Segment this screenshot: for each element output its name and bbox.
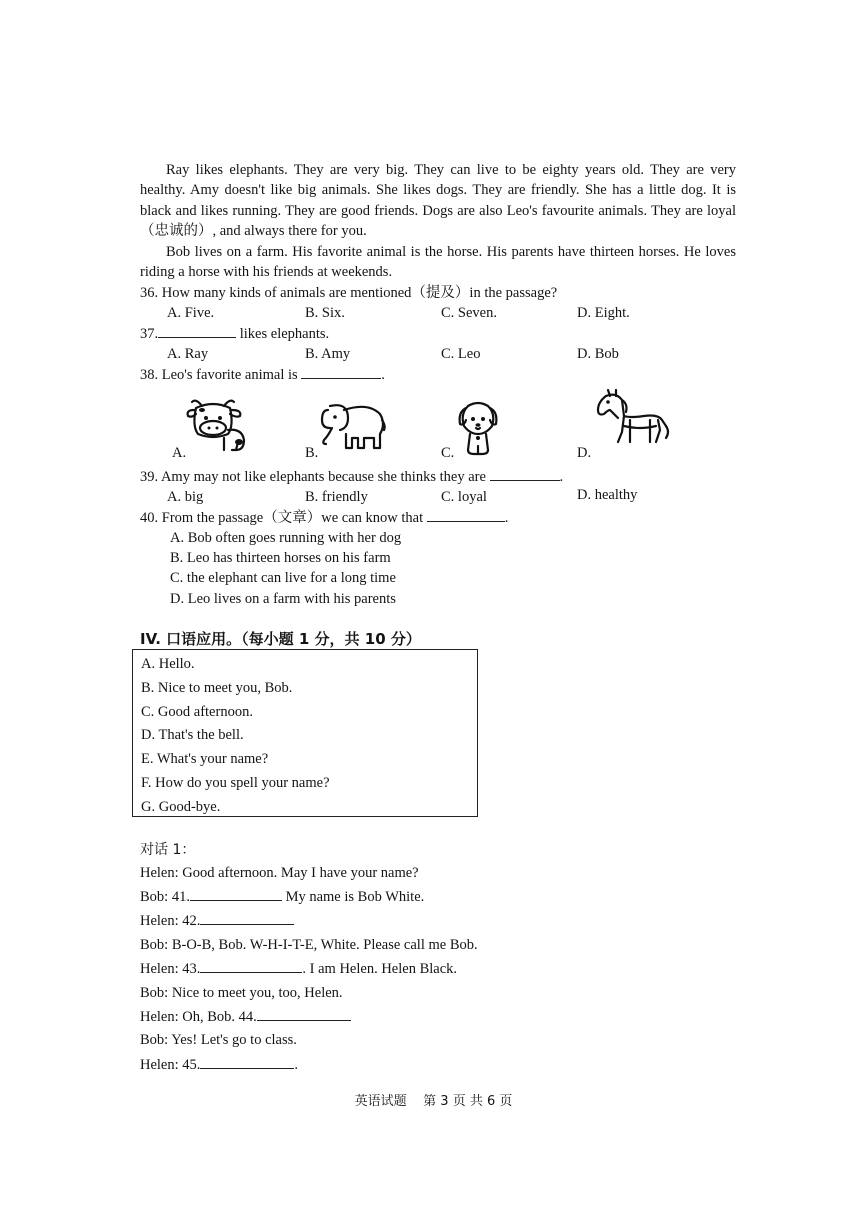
dialogue-line: Bob: B-O-B, Bob. W-H-I-T-E, White. Please call me Bob. — [140, 937, 478, 953]
dialogue-option: G. Good-bye. — [141, 798, 221, 815]
question-40 — [140, 508, 508, 528]
q40-option-d: D. Leo lives on a farm with his parents — [170, 591, 396, 607]
q38-option-b: B. — [305, 445, 319, 461]
dialogue-option: E. What's your name? — [141, 751, 269, 768]
q38-option-d: D. — [577, 445, 592, 461]
reading-passage — [140, 160, 736, 282]
q39-option-c: C. loyal — [441, 489, 487, 505]
passage-paragraph-1: Ray likes elephants. They are very big. They can live to be eighty years old. They are very healthy. Amy doesn't like big animals. She likes dogs. They are friendly. She has a little dog. It is black and likes running. They are good friends. Dogs are also Leo's favourite animals. They are loyal（忠诚的）, and always there for you. — [140, 162, 736, 240]
q40-option-c: C. the elephant can live for a long time — [170, 570, 396, 586]
q37-option-a: A. Ray — [167, 346, 209, 362]
q37-number: 37. — [140, 326, 159, 342]
q39-option-b: B. friendly — [305, 489, 368, 505]
dialogue-option: D. That's the bell. — [141, 727, 244, 744]
q38-option-a: A. — [172, 445, 187, 461]
q36-option-c: C. Seven. — [441, 305, 497, 321]
dialogue-speaker: Helen: 45. — [140, 1057, 201, 1073]
q40-option-a: A. Bob often goes running with her dog — [170, 530, 402, 546]
blank-45 — [200, 1055, 294, 1069]
q36-option-b: B. Six. — [305, 305, 345, 321]
dialogue-1-label: 对话 1： — [140, 842, 196, 858]
dialogue-option: A. Hello. — [141, 656, 195, 672]
q37-option-d: D. Bob — [577, 346, 619, 362]
dialogue-text: . — [294, 1057, 299, 1073]
dialogue-option: C. Good afternoon. — [141, 703, 253, 720]
dialogue-line — [140, 959, 457, 979]
q37-blank — [158, 324, 236, 338]
dialogue-line: Helen: Good afternoon. May I have your name? — [140, 865, 419, 881]
passage-paragraph-2: Bob lives on a farm. His favorite animal is the horse. His parents have thirteen horses. He loves riding a horse with his friends at weekends. — [140, 243, 736, 281]
q39-option-d: D. healthy — [577, 487, 638, 503]
q39-option-a: A. big — [167, 489, 204, 505]
q39-stem: 39. Amy may not like elephants because she thinks they are — [140, 469, 486, 485]
dialogue-speaker: Bob: 41. — [140, 889, 190, 905]
dialogue-option: B. Nice to meet you, Bob. — [141, 679, 293, 696]
q39-end: . — [559, 469, 564, 485]
q38-stem: 38. Leo's favorite animal is — [140, 367, 298, 383]
q39-blank — [490, 467, 560, 481]
question-38 — [140, 365, 385, 385]
dialogue-line: Bob: Nice to meet you, too, Helen. — [140, 985, 343, 1001]
question-39 — [140, 467, 563, 487]
blank-43 — [200, 959, 302, 973]
q38-option-c: C. — [441, 445, 455, 461]
blank-42 — [200, 911, 294, 925]
question-37 — [140, 324, 329, 344]
q38-end: . — [381, 367, 385, 383]
q36-option-d: D. Eight. — [577, 305, 630, 321]
dog-icon — [454, 400, 502, 458]
q38-blank — [301, 365, 381, 379]
q37-stem: likes elephants. — [236, 326, 330, 342]
cow-icon — [184, 396, 250, 456]
dialogue-speaker: Helen: Oh, Bob. 44. — [140, 1009, 257, 1025]
dialogue-option: F. How do you spell your name? — [141, 774, 330, 791]
q36-option-a: A. Five. — [167, 305, 215, 321]
q40-option-b: B. Leo has thirteen horses on his farm — [170, 550, 391, 566]
dialogue-speaker: Helen: 42. — [140, 913, 201, 929]
q37-option-b: B. Amy — [305, 346, 351, 362]
horse-icon — [594, 386, 672, 456]
elephant-icon — [318, 400, 388, 454]
dialogue-text: . I am Helen. Helen Black. — [302, 961, 458, 977]
page-footer: 英语试题 第 3 页 共 6 页 — [354, 1094, 513, 1109]
dialogue-line — [140, 1055, 298, 1075]
dialogue-line: Bob: Yes! Let's go to class. — [140, 1032, 297, 1048]
dialogue-line — [140, 911, 294, 931]
section-4-title: IV. 口语应用。（每小题 1 分，共 10 分） — [140, 630, 421, 648]
question-36: 36. How many kinds of animals are mentioned（提及）in the passage? — [140, 285, 558, 301]
q40-blank — [427, 508, 505, 522]
dialogue-options-box — [132, 649, 478, 817]
q37-option-c: C. Leo — [441, 346, 481, 362]
blank-41 — [190, 887, 282, 901]
dialogue-line — [140, 1007, 351, 1027]
dialogue-text: My name is Bob White. — [281, 889, 425, 905]
dialogue-line — [140, 887, 424, 907]
q40-stem: 40. From the passage（文章）we can know that — [140, 510, 424, 526]
q40-end: . — [504, 510, 509, 526]
blank-44 — [257, 1007, 351, 1021]
dialogue-speaker: Helen: 43. — [140, 961, 201, 977]
